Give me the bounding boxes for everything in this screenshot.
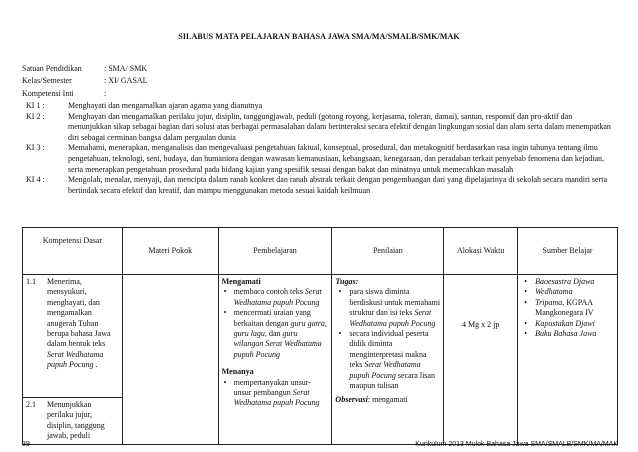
header-kompetensi-dasar: Kompetensi Dasar: [23, 228, 123, 275]
page-number: 39: [22, 441, 30, 448]
item-text: , KGPAA Mangkonegara IV: [535, 297, 594, 318]
item-text-italic: Serat Wedhatama pupuh Pocung: [233, 388, 320, 408]
ki-item: [26, 112, 612, 144]
ki-item: [26, 101, 612, 112]
ki-key: KI 2 :: [26, 111, 45, 121]
list-item: [222, 308, 329, 360]
kd-cell-1: [23, 275, 123, 398]
info-key: Kelas/Semester: [22, 76, 72, 86]
info-value: : SMA/ SMK: [104, 64, 148, 73]
list-item: • Baoesastra Djawa: [521, 277, 614, 287]
mengamati-title: Mengamati: [221, 277, 261, 286]
item-text: secara lisan maupun tulisan: [349, 370, 435, 391]
kd-text-plain: Menerima, mensyukuri, menghayati, dan mengamalkan anugerah Tuhan berupa bahasa Jawa dalam bentuk teks: [47, 277, 111, 349]
list-item: • Wedhatama: [521, 287, 614, 297]
ki-text: Menghayati dan mengamalkan ajaran agama yang dianutnya: [68, 101, 263, 110]
sumber-list: [521, 277, 614, 339]
info-row-satuan: [22, 63, 148, 75]
item-text-italic: guru gatra, guru lagu,: [233, 318, 327, 339]
identity-block: [22, 63, 148, 100]
list-item: [335, 329, 440, 391]
observasi-line: [335, 395, 440, 405]
list-item: [222, 378, 329, 409]
syllabus-table: [22, 227, 618, 445]
kd-text-end: .: [95, 360, 98, 370]
info-row-kelas: [22, 75, 148, 87]
menanya-list: [222, 378, 329, 409]
info-row-ki: [22, 88, 148, 100]
ki-text: Memahami, menerapkan, menganalisis dan mengevaluasi pengetahuan faktual, konseptual, prosedural, dan metakognitif berdasarkan rasa ingin tahunya tentang ilmu pengetahuan, teknologi, seni, budaya, dan humaniora dengan wawasan kemanusiaan, kebangsaan, kenegaraan, dan peradaban terkait penyebab fenomena dan kejadian, serta menerapkan pengetahuan prosedural pada bidang kajian yang spesifik sesuai dengan bakat dan minatnya untuk memecahkan masalah: [68, 143, 605, 174]
table-row: [23, 275, 618, 398]
alokasi-cell: 4 Mg x 2 jp: [444, 275, 518, 445]
info-key: Kompetensi Inti: [22, 88, 74, 98]
item-text-italic: Serat Wedhatama pupuh Pocung: [349, 360, 421, 380]
list-item: • Buku Bahasa Jawa: [521, 329, 614, 339]
footer-curriculum: Kurikulum 2013 Mulok Bahasa Jawa SMA/SMALB/SMK/MA/MAK: [415, 441, 618, 448]
menanya-title: Menanya: [221, 367, 254, 377]
list-item: [222, 287, 329, 308]
item-text-italic: guru wilangan Serat Wedhatama pupuh Pocung: [233, 329, 322, 359]
ki-text: Menghayati dan mengamalkan perilaku jujur, disiplin, tanggungjawab, peduli (gotong royong, kerjasama, toleran, damai), santun, responsif dan pro-aktif dan menunjukkan sikap sebagai bagian dari solusi atas berbagai permasalahan dalam berinteraksi secara efektif dengan lingkungan sosial dan alam serta dalam menempatkan diri sebagai cerminan bangsa dalam pergaulan dunia: [68, 111, 611, 142]
header-materi-pokok: Materi Pokok: [122, 228, 218, 275]
ki-key: KI 4 :: [26, 175, 45, 185]
list-item: [335, 287, 440, 329]
observasi-label: Observasi: [335, 395, 368, 405]
observasi-text: : mengamati: [367, 395, 408, 405]
ki-text: Mengolah, menalar, menyaji, dan mencipta dalam ranah konkret dan ranah abstrak terkait dengan pengembangan dari yang dipelajarinya di sekolah secara mandiri serta bertindak secara efektif dan kreatif, dan mampu menggunakan metoda sesuai kaidah keilmuan: [68, 175, 608, 195]
item-text: mencermati uraian yang berkaitan dengan: [233, 308, 311, 328]
item-text-italic: Serat Wedhatama pupuh Pocung: [349, 308, 436, 328]
item-text: para siswa diminta berdiskusi untuk memahami struktur dan isi teks: [349, 287, 441, 318]
ki-key: KI 3 :: [26, 143, 45, 153]
kd-cell-2: [23, 398, 123, 445]
materi-pokok-cell: [122, 275, 218, 445]
kd-number: 1.1: [26, 277, 36, 286]
item-text-italic: Serat Wedhatama pupuh Pocung: [233, 287, 322, 307]
sumber-cell: [518, 275, 618, 445]
info-value: : XI/ GASAL: [104, 76, 148, 86]
kd-text: [41, 277, 119, 371]
tugas-title: Tugas:: [335, 277, 359, 286]
header-penilaian: Penilaian: [332, 228, 444, 275]
list-item: [521, 298, 614, 319]
kompetensi-inti-list: [26, 101, 612, 196]
item-text: mempertanyakan unsur-unsur pembangun: [233, 377, 311, 398]
kd-text: Menunjukkan perilaku jujur, disiplin, tanggung jawab, peduli: [47, 400, 105, 441]
item-text: dan: [266, 329, 283, 339]
table-header-row: [23, 228, 618, 275]
item-text: membaca contoh teks: [233, 287, 305, 297]
info-key: Satuan Pendidikan: [22, 64, 82, 73]
header-pembelajaran: Pembelajaran: [218, 228, 332, 275]
pembelajaran-cell: [218, 275, 332, 445]
document-title: SILABUS MATA PELAJARAN BAHASA JAWA SMA/MA/SMALB/SMK/MAK: [178, 32, 460, 41]
penilaian-cell: [332, 275, 444, 445]
ki-item: [26, 175, 612, 196]
item-text-italic: Tripama: [535, 297, 563, 307]
kd-text-italic: Serat Wedhatama pupuh Pocung: [47, 349, 104, 370]
list-item: • Kapustakan Djawi: [521, 319, 614, 329]
ki-item: [26, 143, 612, 175]
item-text: secara individual peserta didik diminta menginterpretasi makna teks: [349, 329, 429, 370]
tugas-list: [335, 287, 440, 391]
header-sumber-belajar: Sumber Belajar: [518, 228, 618, 275]
info-value: :: [104, 88, 107, 98]
mengamati-list: [222, 287, 329, 360]
ki-key: KI 1 :: [26, 101, 45, 110]
header-alokasi-waktu: Alokasi Waktu: [444, 228, 518, 275]
kd-number: 2.1: [26, 400, 36, 409]
